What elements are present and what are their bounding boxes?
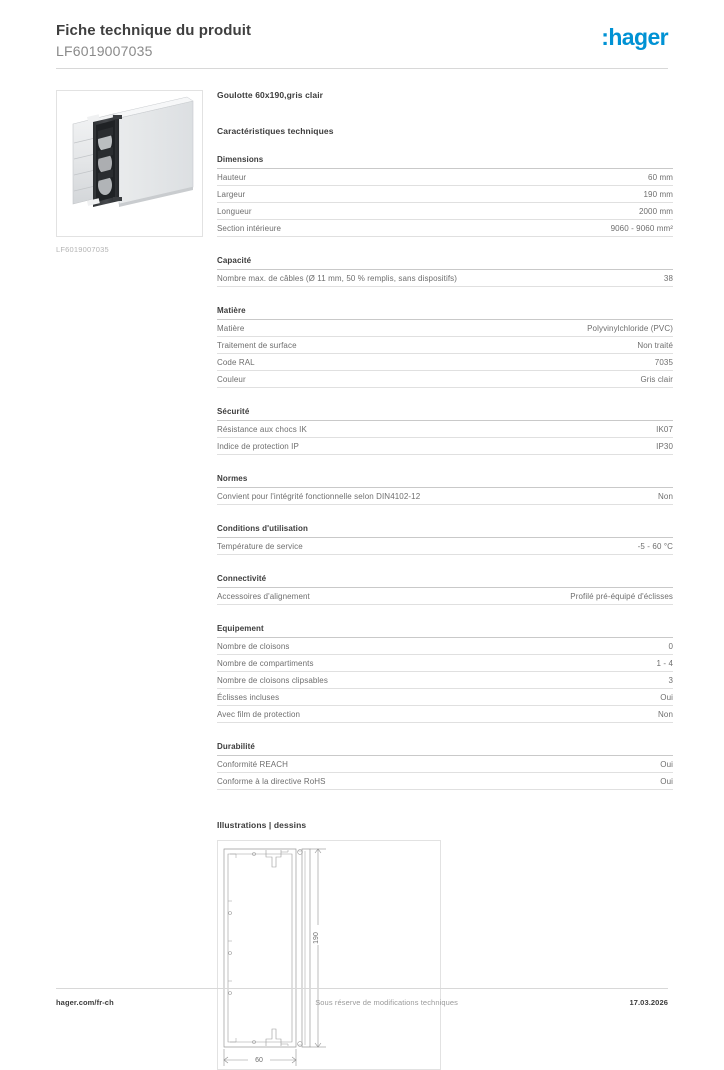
product-reference: LF6019007035 xyxy=(56,42,153,59)
spec-row-label: Température de service xyxy=(217,542,303,551)
technical-drawing-svg xyxy=(218,841,440,1069)
footer-website[interactable]: hager.com/fr-ch xyxy=(56,998,114,1007)
specifications-column xyxy=(217,90,673,1070)
footer-disclaimer: Sous réserve de modifications techniques xyxy=(315,998,459,1007)
spec-row-value: Profilé pré-équipé d'éclisses xyxy=(570,592,673,601)
spec-row xyxy=(217,773,673,790)
spec-row-value: Non traité xyxy=(637,341,673,350)
spec-row xyxy=(217,337,673,354)
spec-group xyxy=(217,574,673,605)
spec-row-value: -5 - 60 °C xyxy=(637,542,673,551)
specification-groups xyxy=(217,155,673,790)
spec-group-title: Sécurité xyxy=(217,407,673,421)
spec-row-value: 7035 xyxy=(654,358,673,367)
product-photo-caption: LF6019007035 xyxy=(56,245,109,254)
page-title: Fiche technique du produit xyxy=(56,22,252,39)
spec-row-value: IK07 xyxy=(656,425,673,434)
technical-drawing xyxy=(217,840,441,1070)
spec-row xyxy=(217,371,673,388)
spec-row xyxy=(217,186,673,203)
spec-row xyxy=(217,438,673,455)
spec-group xyxy=(217,407,673,455)
spec-group-title: Durabilité xyxy=(217,742,673,756)
spec-group-title: Conditions d'utilisation xyxy=(217,524,673,538)
dimension-width-label: 60 xyxy=(255,1057,263,1064)
spec-row-label: Indice de protection IP xyxy=(217,442,299,451)
spec-row-label: Matière xyxy=(217,324,245,333)
spec-row xyxy=(217,655,673,672)
spec-row-label: Nombre de cloisons clipsables xyxy=(217,676,328,685)
footer-date: 17.03.2026 xyxy=(629,998,668,1007)
spec-row xyxy=(217,689,673,706)
spec-row-label: Nombre de compartiments xyxy=(217,659,314,668)
spec-group xyxy=(217,474,673,505)
spec-row xyxy=(217,203,673,220)
spec-group-title: Dimensions xyxy=(217,155,673,169)
spec-row xyxy=(217,706,673,723)
spec-group-title: Connectivité xyxy=(217,574,673,588)
illustrations-heading: Illustrations | dessins xyxy=(217,820,307,830)
spec-row xyxy=(217,588,673,605)
spec-row-value: Oui xyxy=(660,693,673,702)
spec-row-value: IP30 xyxy=(656,442,673,451)
spec-row-value: Gris clair xyxy=(640,375,673,384)
product-name: Goulotte 60x190,gris clair xyxy=(217,90,324,100)
spec-row-label: Avec film de protection xyxy=(217,710,301,719)
spec-row-value: Non xyxy=(658,492,673,501)
spec-row-label: Largeur xyxy=(217,190,246,199)
product-media xyxy=(56,90,203,254)
spec-row-value: 38 xyxy=(663,274,673,283)
spec-row-label: Conformité REACH xyxy=(217,760,288,769)
spec-row xyxy=(217,320,673,337)
spec-row-label: Conforme à la directive RoHS xyxy=(217,777,326,786)
spec-row xyxy=(217,756,673,773)
spec-row-label: Éclisses incluses xyxy=(217,693,280,702)
spec-row-label: Convient pour l'intégrité fonctionnelle selon DIN4102-12 xyxy=(217,492,421,501)
spec-row-label: Longueur xyxy=(217,207,252,216)
spec-row-label: Code RAL xyxy=(217,358,255,367)
spec-row-value: Non xyxy=(658,710,673,719)
product-photo-svg xyxy=(57,91,202,236)
spec-row-label: Section intérieure xyxy=(217,224,282,233)
page-footer xyxy=(56,998,668,1007)
spec-row-value: Oui xyxy=(660,760,673,769)
spec-row-value: Polyvinylchloride (PVC) xyxy=(587,324,673,333)
spec-row-value: 9060 - 9060 mm² xyxy=(610,224,673,233)
spec-row-label: Couleur xyxy=(217,375,246,384)
spec-row xyxy=(217,421,673,438)
spec-group xyxy=(217,256,673,287)
spec-group xyxy=(217,155,673,237)
spec-row xyxy=(217,672,673,689)
spec-row-value: 190 mm xyxy=(643,190,673,199)
spec-row xyxy=(217,538,673,555)
spec-row-label: Nombre de cloisons xyxy=(217,642,290,651)
spec-group-title: Equipement xyxy=(217,624,673,638)
spec-row-value: Oui xyxy=(660,777,673,786)
dimension-height-label: 190 xyxy=(313,932,320,944)
spec-group xyxy=(217,624,673,723)
spec-row-value: 1 - 4 xyxy=(656,659,673,668)
spec-row xyxy=(217,488,673,505)
spec-row-label: Traitement de surface xyxy=(217,341,297,350)
spec-group-title: Capacité xyxy=(217,256,673,270)
spec-group xyxy=(217,306,673,388)
product-photo xyxy=(56,90,203,237)
spec-group xyxy=(217,524,673,555)
spec-row-label: Nombre max. de câbles (Ø 11 mm, 50 % remplis, sans dispositifs) xyxy=(217,274,458,283)
spec-row xyxy=(217,638,673,655)
spec-group-title: Normes xyxy=(217,474,673,488)
spec-row-value: 2000 mm xyxy=(638,207,673,216)
spec-row xyxy=(217,270,673,287)
spec-row-label: Résistance aux chocs IK xyxy=(217,425,307,434)
footer-divider xyxy=(56,988,668,989)
title-block xyxy=(56,22,251,60)
spec-row-label: Accessoires d'alignement xyxy=(217,592,310,601)
spec-row-value: 0 xyxy=(668,642,673,651)
specifications-heading: Caractéristiques techniques xyxy=(217,126,334,136)
spec-group xyxy=(217,742,673,790)
page-header xyxy=(56,22,668,60)
spec-row-value: 60 mm xyxy=(648,173,673,182)
header-divider xyxy=(56,68,668,69)
spec-row-value: 3 xyxy=(668,676,673,685)
spec-row-label: Hauteur xyxy=(217,173,247,182)
hager-logo: :hager xyxy=(601,24,668,50)
spec-row xyxy=(217,354,673,371)
spec-group-title: Matière xyxy=(217,306,673,320)
spec-row xyxy=(217,220,673,237)
spec-row xyxy=(217,169,673,186)
